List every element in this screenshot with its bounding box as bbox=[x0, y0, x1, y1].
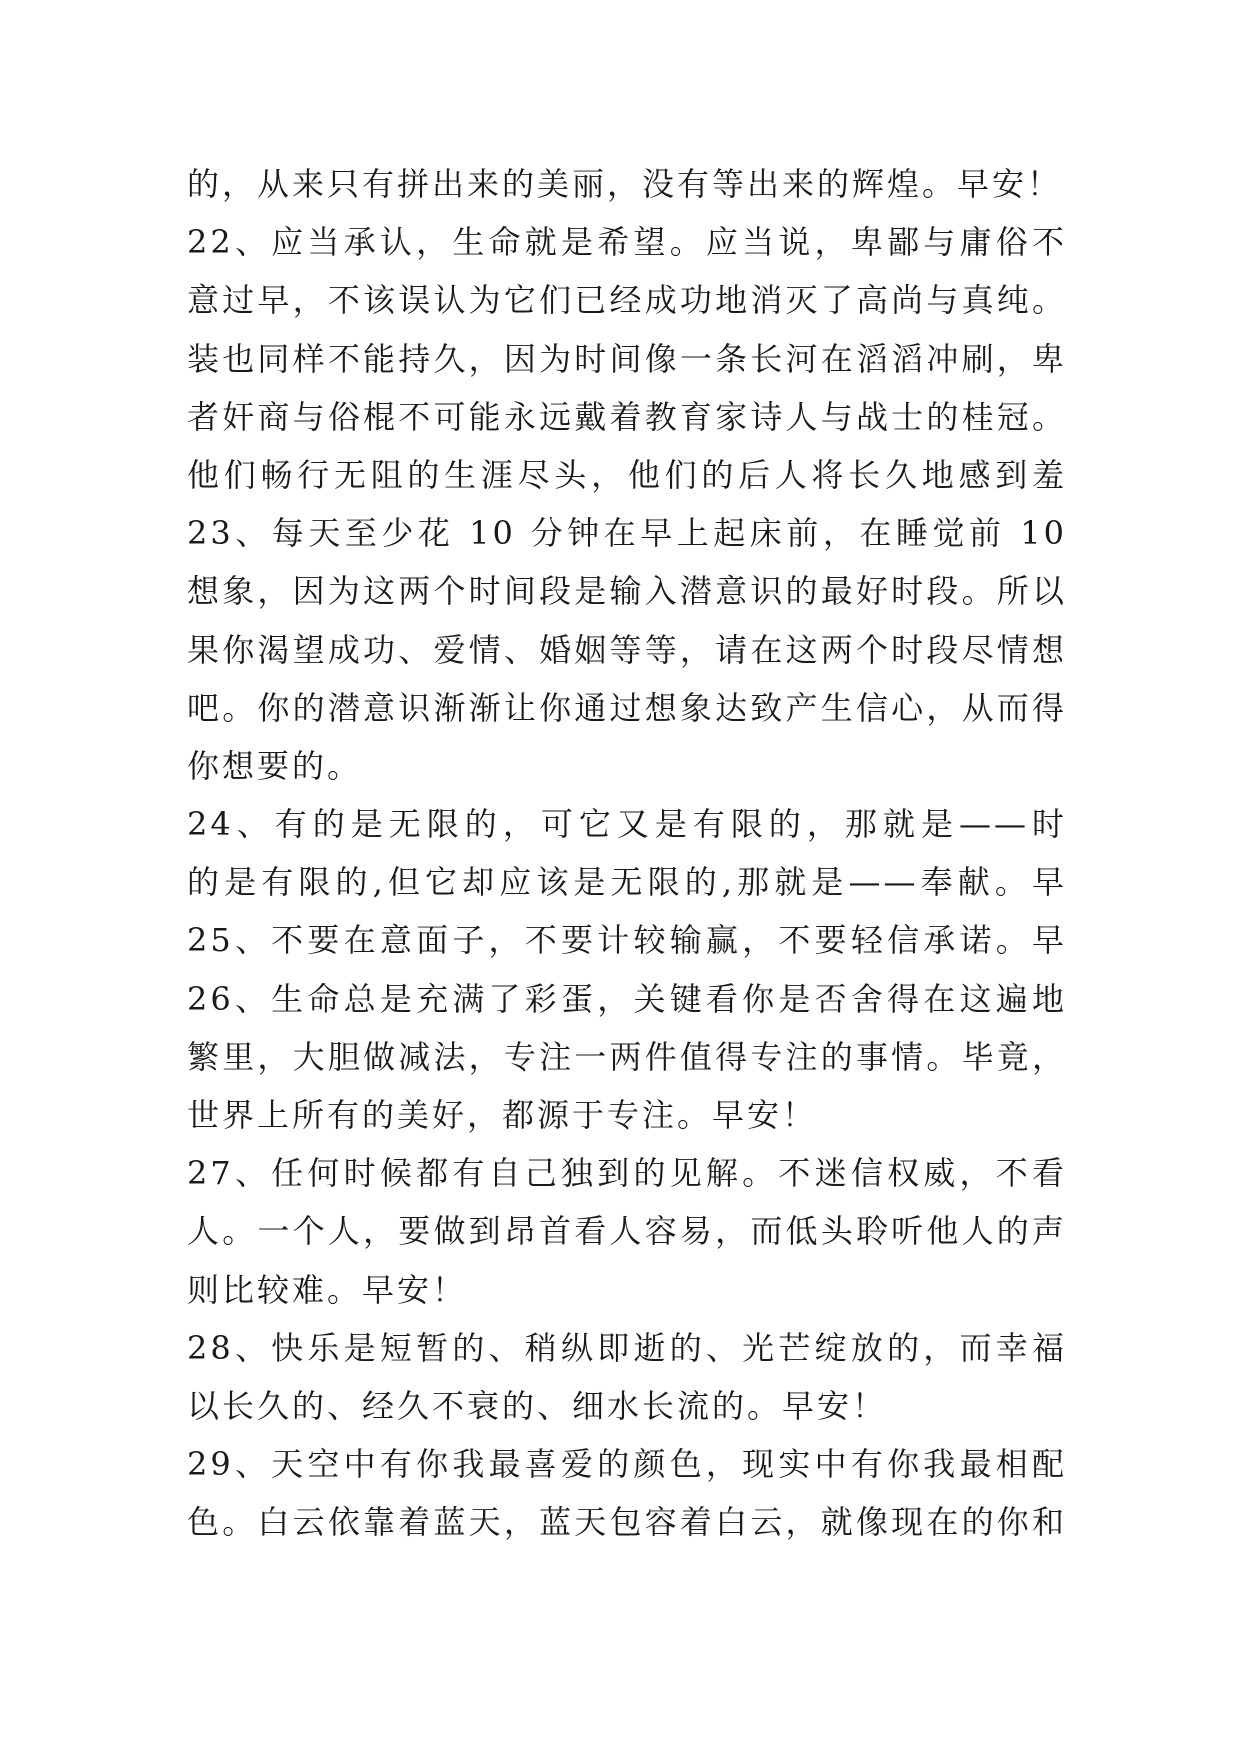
text-line: 29、天空中有你我最喜爱的颜色，现实中有你我最相配 bbox=[187, 1445, 1067, 1484]
text-line: 人。一个人，要做到昂首看人容易，而低头聆听他人的声 bbox=[187, 1212, 1067, 1251]
text-line: 的是有限的,但它却应该是无限的,那就是——奉献。早 bbox=[187, 863, 1067, 902]
text-line: 想象，因为这两个时间段是输入潜意识的最好时段。所以 bbox=[187, 572, 1067, 611]
text-line: 则比较难。早安！ bbox=[187, 1270, 468, 1309]
text-line: 以长久的、经久不衰的、细水长流的。早安！ bbox=[187, 1386, 888, 1425]
text-line: 繁里，大胆做减法，专注一两件值得专注的事情。毕竟， bbox=[187, 1037, 1067, 1076]
text-line: 26、生命总是充满了彩蛋，关键看你是否舍得在这遍地 bbox=[187, 979, 1067, 1018]
text-line: 24、有的是无限的，可它又是有限的，那就是——时 bbox=[187, 805, 1067, 844]
text-line: 22、应当承认，生命就是希望。应当说，卑鄙与庸俗不 bbox=[187, 223, 1067, 262]
text-line: 果你渴望成功、爱情、婚姻等等，请在这两个时段尽情想 bbox=[187, 630, 1067, 669]
text-line: 25、不要在意面子，不要计较输赢，不要轻信承诺。早 bbox=[187, 921, 1067, 960]
text-line: 世界上所有的美好，都源于专注。早安！ bbox=[187, 1096, 818, 1134]
text-line: 装也同样不能持久，因为时间像一条长河在滔滔冲刷，卑 bbox=[187, 339, 1067, 378]
text-line: 者奸商与俗棍不可能永远戴着教育家诗人与战士的桂冠。 bbox=[187, 397, 1067, 436]
text-line: 意过早，不该误认为它们已经成功地消灭了高尚与真纯。 bbox=[187, 281, 1067, 320]
body-text bbox=[187, 155, 1067, 1552]
text-line: 23、每天至少花 10 分钟在早上起床前，在睡觉前 10 bbox=[187, 514, 1067, 553]
text-line: 吧。你的潜意识渐渐让你通过想象达致产生信心，从而得 bbox=[187, 688, 1067, 727]
text-line: 他们畅行无阻的生涯尽头，他们的后人将长久地感到羞 bbox=[187, 455, 1067, 494]
text-line: 色。白云依靠着蓝天，蓝天包容着白云，就像现在的你和 bbox=[187, 1503, 1067, 1542]
text-line: 你想要的。 bbox=[187, 746, 363, 785]
text-line: 28、快乐是短暂的、稍纵即逝的、光芒绽放的，而幸福 bbox=[187, 1328, 1067, 1367]
text-line: 27、任何时候都有自己独到的见解。不迷信权威，不看 bbox=[187, 1154, 1067, 1193]
text-line: 的，从来只有拼出来的美丽，没有等出来的辉煌。早安！ bbox=[187, 165, 1063, 203]
